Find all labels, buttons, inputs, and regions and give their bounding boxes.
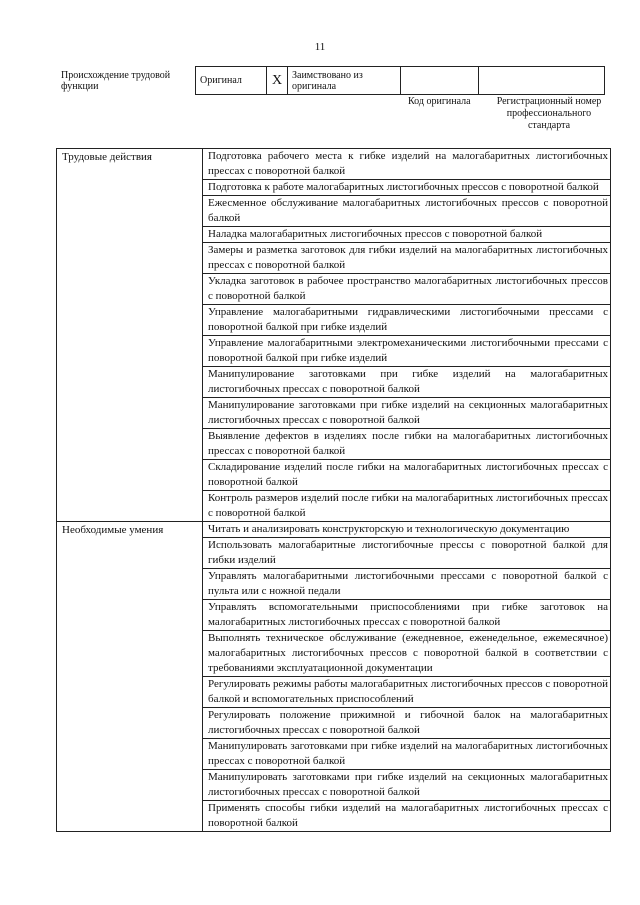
function-table bbox=[56, 148, 611, 832]
original-mark: X bbox=[267, 67, 288, 95]
section-item: Укладка заготовок в рабочее пространство малогабаритных листогибочных прессов с поворотной балкой bbox=[203, 274, 611, 305]
section-item: Складирование изделий после гибки на малогабаритных листогибочных прессах с поворотной балкой bbox=[203, 460, 611, 491]
original-code-caption: Код оригинала bbox=[408, 96, 471, 107]
section-item: Подготовка к работе малогабаритных листогибочных прессов с поворотной балкой bbox=[203, 180, 611, 196]
section-item: Регулировать режимы работы малогабаритных листогибочных прессов с поворотной балкой и вспомогательных приспособлений bbox=[203, 677, 611, 708]
section-item: Управлять вспомогательными приспособлениями при гибке заготовок на малогабаритных листогибочных прессах с поворотной балкой bbox=[203, 600, 611, 631]
section-item: Применять способы гибки изделий на малогабаритных листогибочных прессах с поворотной балкой bbox=[203, 801, 611, 832]
section-item: Манипулирование заготовками при гибке изделий на малогабаритных листогибочных прессах с поворотной балкой bbox=[203, 367, 611, 398]
page-number: 11 bbox=[314, 41, 326, 53]
section-item: Контроль размеров изделий после гибки на малогабаритных листогибочных прессах с поворотной балкой bbox=[203, 491, 611, 522]
section-item: Управление малогабаритными электромеханическими листогибочными прессами с поворотной балкой при гибке изделий bbox=[203, 336, 611, 367]
section-item: Манипулировать заготовками при гибке изделий на малогабаритных листогибочных прессах с поворотной балкой bbox=[203, 739, 611, 770]
section-item: Подготовка рабочего места к гибке изделий на малогабаритных листогибочных прессах с поворотной балкой bbox=[203, 149, 611, 180]
section-item: Манипулирование заготовками при гибке изделий на секционных малогабаритных листогибочных прессах с поворотной балкой bbox=[203, 398, 611, 429]
section-item: Управление малогабаритными гидравлическими листогибочными прессами с поворотной балкой при гибке изделий bbox=[203, 305, 611, 336]
section-item: Наладка малогабаритных листогибочных прессов с поворотной балкой bbox=[203, 227, 611, 243]
section-title: Необходимые умения bbox=[57, 522, 203, 832]
borrowed-cell: Заимствовано из оригинала bbox=[288, 67, 401, 95]
section-item: Выполнять техническое обслуживание (ежедневное, еженедельное, ежемесячное) малогабаритных листогибочных прессов с поворотной балкой в соответствии с требованиями эксплуатационной документации bbox=[203, 631, 611, 677]
registration-number-cell bbox=[479, 67, 605, 95]
table-row bbox=[57, 522, 611, 538]
origin-label: Происхождение трудовой функции bbox=[61, 70, 171, 92]
section-item: Выявление дефектов в изделиях после гибки на малогабаритных листогибочных прессах с поворотной балкой bbox=[203, 429, 611, 460]
section-item: Управлять малогабаритными листогибочными прессами с поворотной балкой с пульта или с ножной педали bbox=[203, 569, 611, 600]
section-item: Ежесменное обслуживание малогабаритных листогибочных прессов с поворотной балкой bbox=[203, 196, 611, 227]
section-item: Читать и анализировать конструкторскую и технологическую документацию bbox=[203, 522, 611, 538]
section-item: Замеры и разметка заготовок для гибки изделий на малогабаритных листогибочных прессах с поворотной балкой bbox=[203, 243, 611, 274]
section-item: Регулировать положение прижимной и гибочной балок на малогабаритных листогибочных прессах с поворотной балкой bbox=[203, 708, 611, 739]
original-cell: Оригинал bbox=[196, 67, 267, 95]
section-item: Использовать малогабаритные листогибочные прессы с поворотной балкой для гибки изделий bbox=[203, 538, 611, 569]
origin-table bbox=[195, 66, 605, 95]
section-item: Манипулировать заготовками при гибке изделий на секционных малогабаритных листогибочных прессах с поворотной балкой bbox=[203, 770, 611, 801]
registration-number-caption: Регистрационный номер профессионального стандарта bbox=[496, 96, 602, 131]
section-title: Трудовые действия bbox=[57, 149, 203, 522]
original-code-cell bbox=[401, 67, 479, 95]
table-row bbox=[57, 149, 611, 180]
